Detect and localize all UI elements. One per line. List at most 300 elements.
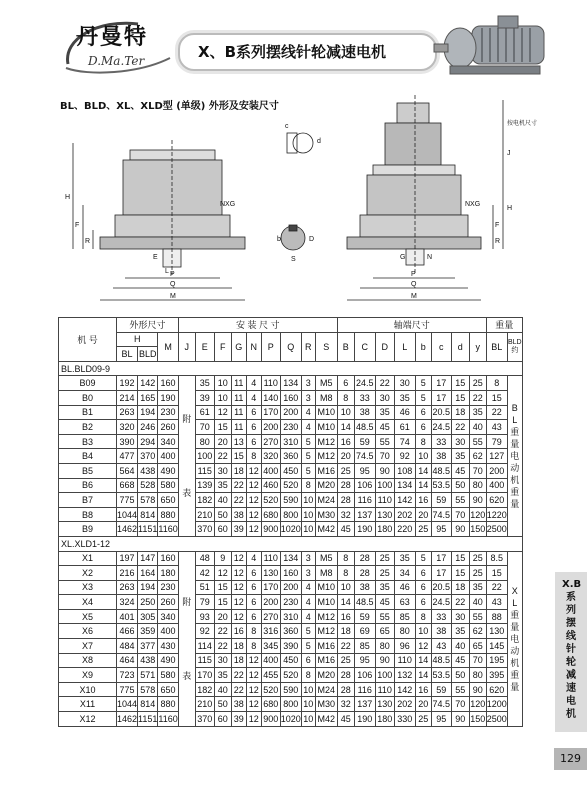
title-banner <box>178 33 437 71</box>
header-install: 安 装 尺 寸 <box>178 318 337 333</box>
table-cell: 12 <box>231 566 246 581</box>
table-cell: 11 <box>231 376 246 391</box>
table-cell: 38 <box>354 405 375 420</box>
table-cell: 22 <box>375 376 394 391</box>
page-number: 129 <box>554 748 587 770</box>
table-cell: 85 <box>354 639 375 654</box>
table-cell: 490 <box>158 463 178 478</box>
table-cell: 28 <box>337 478 354 493</box>
table-cell: 5 <box>301 434 315 449</box>
table-cell: X11 <box>59 697 117 712</box>
table-cell: 10 <box>214 376 231 391</box>
table-cell: 16 <box>415 493 431 508</box>
header-q: Q <box>280 332 301 361</box>
table-cell: 190 <box>354 712 375 727</box>
table-cell: 35 <box>451 449 469 464</box>
table-cell: 230 <box>158 405 178 420</box>
table-cell: 130 <box>375 697 394 712</box>
header-c-upper: C <box>354 332 375 361</box>
table-cell: 12 <box>415 639 431 654</box>
table-cell: 12 <box>246 697 261 712</box>
table-cell: 250 <box>138 595 158 610</box>
table-cell: M8 <box>315 390 337 405</box>
table-cell: 18 <box>451 405 469 420</box>
table-cell: 16 <box>337 434 354 449</box>
table-cell: 590 <box>280 682 301 697</box>
table-cell: 220 <box>394 522 415 537</box>
header-e: E <box>195 332 214 361</box>
table-cell: 464 <box>117 653 138 668</box>
table-cell: 40 <box>469 420 486 435</box>
table-cell: 320 <box>117 420 138 435</box>
table-row <box>59 376 523 391</box>
table-cell: X4 <box>59 595 117 610</box>
table-cell: 401 <box>117 609 138 624</box>
table-cell: 20 <box>415 507 431 522</box>
label-f-left: F <box>75 222 80 229</box>
table-cell: 40 <box>214 493 231 508</box>
table-cell: 8 <box>415 434 431 449</box>
table-cell: 160 <box>158 376 178 391</box>
table-cell: 165 <box>138 390 158 405</box>
table-cell: 12 <box>231 551 246 566</box>
table-cell: 1160 <box>158 712 178 727</box>
table-cell: 65 <box>469 639 486 654</box>
table-cell: 90 <box>469 493 486 508</box>
table-cell: 116 <box>354 493 375 508</box>
table-cell: 5 <box>415 376 431 391</box>
table-cell: X1 <box>59 551 117 566</box>
table-cell: 170 <box>261 580 280 595</box>
table-cell: M20 <box>315 478 337 493</box>
table-cell: 197 <box>117 551 138 566</box>
table-cell: 60 <box>214 712 231 727</box>
header-m: M <box>158 332 178 361</box>
table-cell: 25 <box>469 551 486 566</box>
table-cell: 92 <box>195 624 214 639</box>
table-row <box>59 566 523 581</box>
table-cell: X7 <box>59 639 117 654</box>
table-cell: 466 <box>117 624 138 639</box>
table-cell: 180 <box>158 566 178 581</box>
table-cell: 8 <box>246 624 261 639</box>
table-cell: 160 <box>158 551 178 566</box>
table-cell: 580 <box>158 478 178 493</box>
table-cell: 150 <box>469 712 486 727</box>
header-d-upper: D <box>375 332 394 361</box>
header-d-lower: d <box>451 332 469 361</box>
table-cell: 90 <box>451 712 469 727</box>
table-cell: 6 <box>415 580 431 595</box>
table-cell: 438 <box>138 463 158 478</box>
table-cell: 114 <box>195 639 214 654</box>
table-cell: 12 <box>231 609 246 624</box>
table-cell: 61 <box>195 405 214 420</box>
table-cell: 1200 <box>486 697 507 712</box>
table-cell: 8 <box>301 478 315 493</box>
table-cell: 170 <box>261 405 280 420</box>
table-cell: B5 <box>59 463 117 478</box>
table-cell: 55 <box>451 493 469 508</box>
table-cell: 70 <box>451 697 469 712</box>
j-note-top: 附 <box>182 596 192 607</box>
table-cell: 90 <box>469 682 486 697</box>
table-cell: 48.5 <box>354 420 375 435</box>
table-cell: 15 <box>451 390 469 405</box>
table-cell: 12 <box>231 595 246 610</box>
table-cell: 520 <box>280 668 301 683</box>
label-d-key: d <box>317 138 321 145</box>
table-cell: 650 <box>158 682 178 697</box>
table-row <box>59 712 523 727</box>
table-cell: 55 <box>469 609 486 624</box>
table-cell: 13 <box>231 434 246 449</box>
table-cell: 48 <box>195 551 214 566</box>
table-cell: 69 <box>354 624 375 639</box>
table-cell: 61 <box>394 420 415 435</box>
side-tab-text: X.B系列摆线针轮减速电机 <box>562 579 582 720</box>
table-cell: 140 <box>261 390 280 405</box>
table-cell: 880 <box>158 697 178 712</box>
table-cell: 55 <box>375 609 394 624</box>
table-cell: 130 <box>486 624 507 639</box>
table-cell: 48.5 <box>431 653 451 668</box>
table-cell: 6 <box>415 595 431 610</box>
table-cell: 45 <box>375 595 394 610</box>
table-cell: 35 <box>451 624 469 639</box>
table-cell: 74.5 <box>431 507 451 522</box>
table-cell: 50 <box>214 507 231 522</box>
weight-note-cell: XL重量电动机重量 <box>507 551 522 726</box>
label-r-right: R <box>495 238 501 245</box>
table-cell: 20 <box>337 449 354 464</box>
table-cell: 1020 <box>280 522 301 537</box>
table-cell: 528 <box>138 478 158 493</box>
table-cell: 400 <box>261 463 280 478</box>
table-cell: 20 <box>214 434 231 449</box>
table-cell: 53.5 <box>431 478 451 493</box>
j-note-bottom: 表 <box>182 670 192 681</box>
table-cell: 40 <box>214 682 231 697</box>
table-cell: 15 <box>214 595 231 610</box>
table-cell: 15 <box>486 390 507 405</box>
header-y: y <box>469 332 486 361</box>
table-cell: X2 <box>59 566 117 581</box>
table-cell: 490 <box>158 653 178 668</box>
table-cell: 74.5 <box>354 449 375 464</box>
table-cell: 400 <box>158 624 178 639</box>
table-cell: 320 <box>261 449 280 464</box>
label-motor-length: 按电机尺寸 <box>507 121 538 127</box>
table-cell: 88 <box>486 609 507 624</box>
table-cell: 16 <box>337 609 354 624</box>
table-cell: 60 <box>214 522 231 537</box>
weight-note-cell: BL重量电动机重量 <box>507 376 522 537</box>
table-cell: 8.5 <box>486 551 507 566</box>
table-cell: 108 <box>394 463 415 478</box>
table-cell: 35 <box>214 478 231 493</box>
table-cell: 22 <box>231 478 246 493</box>
table-cell: 39 <box>231 712 246 727</box>
table-cell: 110 <box>375 493 394 508</box>
header-s: S <box>315 332 337 361</box>
table-cell: X10 <box>59 682 117 697</box>
label-m-right: M <box>411 293 417 300</box>
table-cell: 680 <box>261 507 280 522</box>
table-cell: 42 <box>195 566 214 581</box>
header-b-upper: B <box>337 332 354 361</box>
table-cell: 11 <box>231 420 246 435</box>
table-cell: 15 <box>214 580 231 595</box>
table-cell: 5 <box>301 463 315 478</box>
table-row <box>59 478 523 493</box>
table-cell: 80 <box>469 668 486 683</box>
table-cell: 63 <box>394 595 415 610</box>
table-cell: 324 <box>117 595 138 610</box>
group-header: XL.XLD1-12 <box>59 536 523 551</box>
table-cell: 50 <box>451 668 469 683</box>
table-cell: 85 <box>394 609 415 624</box>
technical-drawing <box>55 95 538 310</box>
table-cell: 8 <box>246 639 261 654</box>
table-cell: 14 <box>337 420 354 435</box>
header-g: G <box>231 332 246 361</box>
table-cell: M24 <box>315 493 337 508</box>
table-cell: 12 <box>246 682 261 697</box>
header-n: N <box>246 332 261 361</box>
table-cell: 1151 <box>138 712 158 727</box>
table-cell: 95 <box>354 653 375 668</box>
table-row <box>59 493 523 508</box>
table-cell: B6 <box>59 478 117 493</box>
table-cell: 24.5 <box>431 595 451 610</box>
table-cell: M16 <box>315 463 337 478</box>
table-cell: 38 <box>354 580 375 595</box>
table-cell: 70 <box>375 449 394 464</box>
table-cell: 1020 <box>280 712 301 727</box>
table-cell: 80 <box>375 639 394 654</box>
table-cell: 5 <box>415 390 431 405</box>
table-cell: 620 <box>486 682 507 697</box>
table-cell: 25 <box>375 551 394 566</box>
table-cell: 30 <box>451 609 469 624</box>
table-cell: 620 <box>486 493 507 508</box>
table-cell: 194 <box>138 405 158 420</box>
table-cell: 28 <box>337 668 354 683</box>
table-cell: 62 <box>469 449 486 464</box>
table-cell: M16 <box>315 639 337 654</box>
table-cell: 1151 <box>138 522 158 537</box>
table-cell: 4 <box>301 609 315 624</box>
table-cell: 30 <box>375 390 394 405</box>
table-cell: 15 <box>486 566 507 581</box>
table-cell: 10 <box>415 449 431 464</box>
label-nxg-right: NXG <box>465 201 481 208</box>
table-cell: X9 <box>59 668 117 683</box>
header-shaft: 轴端尺寸 <box>337 318 486 333</box>
table-cell: 12 <box>246 463 261 478</box>
table-cell: 74.5 <box>431 697 451 712</box>
table-cell: 22 <box>231 493 246 508</box>
table-cell: 6 <box>415 566 431 581</box>
table-cell: 775 <box>117 682 138 697</box>
table-cell: 134 <box>280 376 301 391</box>
table-cell: 142 <box>394 682 415 697</box>
table-cell: 230 <box>158 580 178 595</box>
table-cell: 270 <box>261 609 280 624</box>
table-cell: 263 <box>117 405 138 420</box>
table-cell: 345 <box>261 639 280 654</box>
table-cell: 3 <box>301 551 315 566</box>
table-cell: 571 <box>138 668 158 683</box>
header-c-lower: c <box>431 332 451 361</box>
table-cell: 18 <box>231 639 246 654</box>
table-cell: 16 <box>231 624 246 639</box>
table-cell: 110 <box>394 653 415 668</box>
table-cell: 93 <box>195 609 214 624</box>
table-cell: 10 <box>214 390 231 405</box>
table-cell: 12 <box>246 653 261 668</box>
table-cell: M30 <box>315 697 337 712</box>
table-cell: 25 <box>415 522 431 537</box>
drawing-subtitle: BL、BLD、XL、XLD型 (单级) 外形及安装尺寸 <box>60 101 279 112</box>
table-cell: 95 <box>431 522 451 537</box>
table-cell: 359 <box>138 624 158 639</box>
table-cell: 15 <box>451 551 469 566</box>
label-s-key: S <box>291 256 296 263</box>
table-cell: 194 <box>138 580 158 595</box>
table-cell: 182 <box>195 682 214 697</box>
table-cell: 95 <box>431 712 451 727</box>
table-cell: 38 <box>231 697 246 712</box>
table-cell: 190 <box>158 390 178 405</box>
header-h: H <box>117 332 158 347</box>
table-cell: 10 <box>337 405 354 420</box>
table-cell: 6 <box>415 420 431 435</box>
table-cell: 2500 <box>486 712 507 727</box>
header-outline: 外形尺寸 <box>117 318 179 333</box>
table-cell: 880 <box>158 507 178 522</box>
table-cell: 14 <box>415 478 431 493</box>
table-cell: 59 <box>354 609 375 624</box>
table-cell: 2500 <box>486 522 507 537</box>
table-cell: 210 <box>195 697 214 712</box>
table-cell: M24 <box>315 682 337 697</box>
table-cell: 55 <box>469 434 486 449</box>
table-cell: 130 <box>375 507 394 522</box>
table-cell: 43 <box>431 639 451 654</box>
table-cell: 22 <box>486 405 507 420</box>
table-cell: 38 <box>431 449 451 464</box>
table-cell: 96 <box>394 639 415 654</box>
table-cell: 390 <box>117 434 138 449</box>
table-cell: 294 <box>138 434 158 449</box>
table-cell: 12 <box>246 668 261 683</box>
table-cell: 800 <box>280 507 301 522</box>
table-cell: 115 <box>195 463 214 478</box>
table-cell: 14 <box>337 595 354 610</box>
table-cell: 668 <box>117 478 138 493</box>
header-f: F <box>214 332 231 361</box>
table-cell: 17 <box>431 390 451 405</box>
table-cell: 134 <box>280 551 301 566</box>
table-cell: 43 <box>486 420 507 435</box>
table-cell: 6 <box>337 376 354 391</box>
table-cell: 246 <box>138 420 158 435</box>
table-cell: 132 <box>394 668 415 683</box>
table-cell: 450 <box>280 653 301 668</box>
table-cell: M5 <box>315 376 337 391</box>
table-cell: 48.5 <box>354 595 375 610</box>
label-q-left: Q <box>170 281 176 288</box>
table-cell: 520 <box>261 493 280 508</box>
table-row <box>59 609 523 624</box>
table-cell: 53.5 <box>431 668 451 683</box>
table-cell: 28 <box>354 551 375 566</box>
header-j: J <box>178 332 195 361</box>
header-weight-bl: BL <box>486 332 507 361</box>
label-c-key: c <box>285 123 289 130</box>
table-cell: 59 <box>431 682 451 697</box>
table-cell: 8 <box>301 668 315 683</box>
table-cell: 200 <box>280 405 301 420</box>
table-cell: 10 <box>301 712 315 727</box>
table-cell: 18 <box>231 463 246 478</box>
table-cell: 62 <box>469 624 486 639</box>
table-cell: 900 <box>261 522 280 537</box>
table-cell: 35 <box>214 668 231 683</box>
label-q-right: Q <box>411 281 417 288</box>
table-cell: 360 <box>280 449 301 464</box>
label-l-left: L <box>165 268 169 275</box>
table-cell: 1160 <box>158 522 178 537</box>
table-cell: 12 <box>231 580 246 595</box>
table-cell: 25 <box>469 376 486 391</box>
table-cell: 35 <box>375 580 394 595</box>
table-cell: 70 <box>469 463 486 478</box>
table-cell: 142 <box>394 493 415 508</box>
j-note-bottom: 表 <box>182 488 192 499</box>
table-cell: 202 <box>394 507 415 522</box>
table-row <box>59 551 523 566</box>
table-cell: 35 <box>375 405 394 420</box>
table-cell: 4 <box>301 580 315 595</box>
table-cell: 46 <box>394 405 415 420</box>
table-cell: 12 <box>246 478 261 493</box>
table-cell: 14 <box>415 463 431 478</box>
table-cell: 20.5 <box>431 405 451 420</box>
table-cell: 800 <box>280 697 301 712</box>
label-n-right: N <box>427 254 433 261</box>
table-cell: M10 <box>315 405 337 420</box>
table-cell: B1 <box>59 405 117 420</box>
table-cell: 377 <box>138 639 158 654</box>
label-g-right: G <box>400 254 406 261</box>
table-cell: B09 <box>59 376 117 391</box>
table-cell: 25 <box>375 566 394 581</box>
table-cell: 8 <box>486 376 507 391</box>
table-cell: 22 <box>337 639 354 654</box>
table-cell: 120 <box>469 507 486 522</box>
table-cell: 260 <box>158 420 178 435</box>
table-cell: 17 <box>431 551 451 566</box>
table-cell: 450 <box>280 463 301 478</box>
header-b-lower: b <box>415 332 431 361</box>
table-cell: 6 <box>246 580 261 595</box>
table-cell: 10 <box>301 682 315 697</box>
table-row <box>59 668 523 683</box>
table-cell: 1044 <box>117 507 138 522</box>
